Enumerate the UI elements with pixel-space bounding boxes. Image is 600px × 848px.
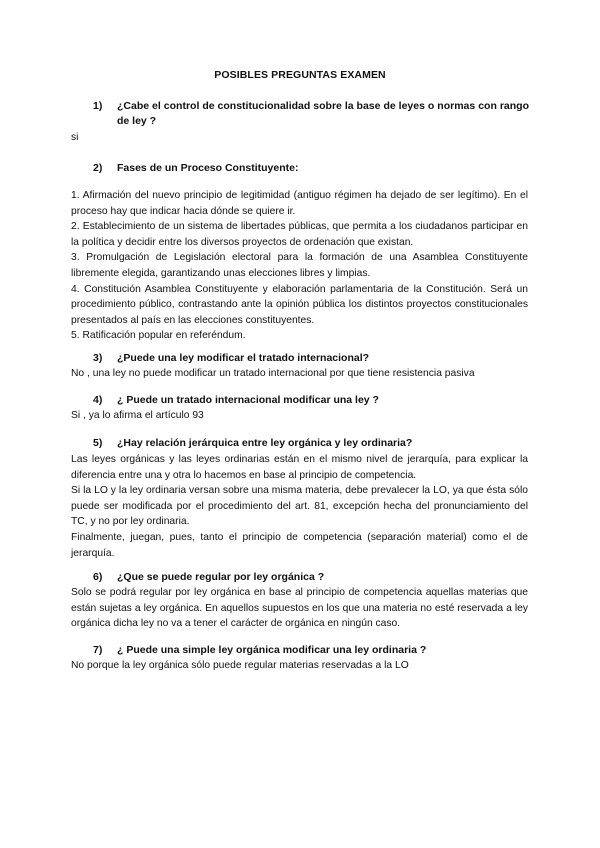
answer-paragraph: 3. Promulgación de Legislación electoral para la formación de una Asamblea Constituyente libremente elegida, garantizando unas elecciones libres y limpias. (71, 252, 528, 279)
question-text: ¿ Puede una simple ley orgánica modificar una ley ordinaria ? (117, 644, 427, 656)
question-number: 6) (93, 571, 103, 583)
answer-paragraph: 4. Constitución Asamblea Constituyente y elaboración parlamentaria de la Constitución. Será un procedimiento público, contrastando ante la opinión pública los distintos proyectos constitucionales presentados al país en las elecciones constituyentes. (71, 283, 528, 326)
question-text: ¿ Puede un tratado internacional modificar una ley ? (117, 394, 379, 406)
question-2 (93, 161, 529, 176)
question-number: 2) (93, 162, 103, 174)
question-text: ¿Cabe el control de constitucionalidad sobre la base de leyes o normas con rango de ley ? (117, 100, 529, 127)
question-number: 5) (93, 437, 103, 449)
question-number: 3) (93, 352, 103, 364)
question-3 (93, 351, 529, 366)
question-text: ¿Hay relación jerárquica entre ley orgánica y ley ordinaria? (117, 437, 413, 449)
document-title: POSIBLES PREGUNTAS EXAMEN (214, 69, 386, 81)
question-4 (93, 393, 529, 408)
answer-paragraph: Las leyes orgánicas y las leyes ordinarias están en el mismo nivel de jerarquía, para explicar la diferencia entre una y otra lo hacemos en base al principio de competencia. (71, 454, 528, 481)
answer-7: No porque la ley orgánica sólo puede regular materias reservadas a la LO (71, 660, 409, 671)
question-1 (93, 99, 529, 129)
answer-3: No , una ley no puede modificar un tratado internacional por que tiene resistencia pasiva (71, 368, 475, 379)
answer-paragraph: Finalmente, juegan, pues, tanto el principio de competencia (separación material) como el de jerarquía. (71, 531, 528, 559)
question-text: ¿Puede una ley modificar el tratado internacional? (117, 352, 370, 364)
answer-paragraph: 2. Establecimiento de un sistema de libertades públicas, que permita a los ciudadanos participar en la política y decidir entre los diversos proyectos de ordenación que existan. (71, 221, 528, 248)
answer-4: Si , ya lo afirma el artículo 93 (71, 410, 204, 421)
question-number: 1) (93, 100, 103, 112)
answer-6: Solo se podrá regular por ley orgánica en base al principio de competencia aquellas materias que están sujetas a ley orgánica. En aquellos supuestos en los que una materia no esté reservada a ley orgánica dicha ley no va a tener el carácter de orgánica en ningún caso. (71, 587, 528, 630)
question-6 (93, 570, 529, 585)
answer-1: si (71, 132, 79, 143)
question-number: 4) (93, 394, 103, 406)
question-number: 7) (93, 644, 103, 656)
answer-paragraph: 5. Ratificación popular en referéndum. (71, 330, 246, 342)
question-text: ¿Que se puede regular por ley orgánica ? (117, 571, 325, 583)
answer-paragraph: Si la LO y la ley ordinaria versan sobre una misma materia, debe prevalecer la LO, ya que ésta sólo puede ser modificada por el procedimiento del art. 81, excepción hecha del pronunciamiento del TC, y no por ley ordinaria. (71, 485, 528, 528)
answer-5 (71, 452, 528, 561)
question-5 (93, 436, 529, 451)
answer-paragraph: 1. Afirmación del nuevo principio de legitimidad (antiguo régimen ha dejado de ser legítimo). En el proceso hay que indicar hacia dónde se quiere ir. (71, 190, 528, 217)
answer-2 (71, 188, 528, 344)
question-text: Fases de un Proceso Constituyente: (117, 162, 299, 174)
question-7 (93, 643, 529, 658)
